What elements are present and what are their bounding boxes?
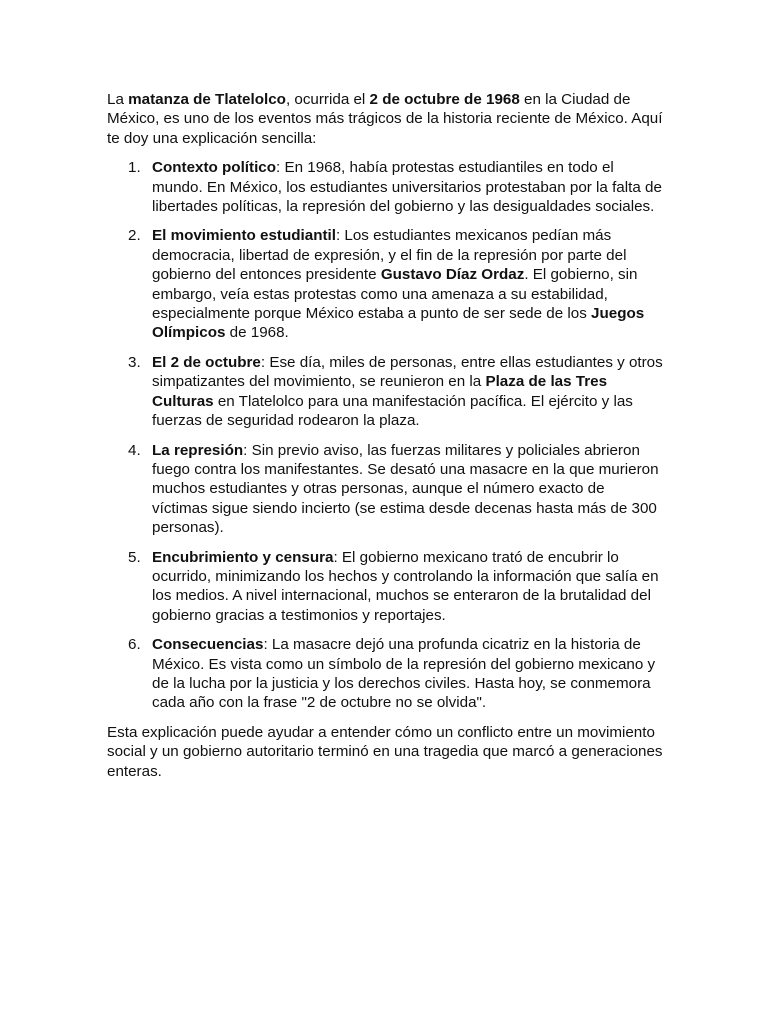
intro-bold-event: matanza de Tlatelolco	[128, 91, 286, 108]
intro-text-1: La	[107, 91, 129, 108]
intro-bold-date: 2 de octubre de 1968	[369, 91, 520, 108]
list-item-number: 2.	[128, 227, 141, 245]
list-item	[107, 635, 663, 713]
intro-text-2: , ocurrida el	[285, 91, 370, 108]
list-item-text: : En 1968, había protestas estudiantiles en todo el mundo. En México, los estudiantes universitarios protestaban por la falta de libertades políticas, la represión del gobierno y las desigualdades sociales.	[152, 159, 662, 216]
list-item	[107, 353, 663, 431]
list-item-title: Consecuencias	[152, 636, 264, 654]
list-item-text: : Los estudiantes mexicanos pedían más democracia, libertad de expresión, y el fin de la represión por parte del gobierno del entonces presidente	[152, 227, 627, 284]
document-page	[107, 90, 663, 781]
list-item-bold-olympics: Juegos Olímpicos	[152, 305, 645, 342]
list-item-title: Encubrimiento y censura	[152, 548, 334, 566]
list-item-text: en Tlatelolco para una manifestación pacífica. El ejército y las fuerzas de seguridad rodearon la plaza.	[152, 392, 633, 430]
list-item-text: : Sin previo aviso, las fuerzas militares y policiales abrieron fuego contra los manifestantes. Se desató una masacre en la que murieron muchos estudiantes y otras personas, aunque el número exacto de víctimas sigue siendo incierto (se estima desde decenas hasta más de 300 personas).	[152, 441, 659, 537]
list-item-text: : Ese día, miles de personas, entre ellas estudiantes y otros simpatizantes del movimiento, se reunieron en la	[152, 353, 663, 391]
numbered-list	[107, 158, 663, 713]
list-item	[107, 548, 663, 626]
conclusion-paragraph: Esta explicación puede ayudar a entender cómo un conflicto entre un movimiento social y un gobierno autoritario terminó en una tragedia que marcó a generaciones enteras.	[107, 723, 663, 780]
list-item	[107, 441, 663, 538]
list-item-title: Contexto político	[152, 159, 277, 177]
list-item-text: . El gobierno, sin embargo, veía estas protestas como una amenaza a su estabilidad, especialmente porque México estaba a punto de ser sede de los	[152, 266, 638, 323]
list-item-bold-president: Gustavo Díaz Ordaz	[380, 266, 525, 284]
list-item-bold-plaza: Plaza de las Tres Culturas	[152, 373, 608, 410]
list-item-number: 1.	[128, 159, 141, 177]
list-item-text: : La masacre dejó una profunda cicatriz en la historia de México. Es vista como un símbolo de la represión del gobierno mexicano y de la lucha por la justicia y los derechos civiles. Hasta hoy, se conmemora cada año con la frase "2 de octubre no se olvida".	[152, 636, 656, 712]
list-item-number: 4.	[128, 441, 141, 459]
intro-text-3: en la Ciudad de México, es uno de los eventos más trágicos de la historia reciente de México. Aquí te doy una explicación sencilla:	[107, 91, 663, 147]
list-item-title: La represión	[152, 441, 244, 459]
intro-paragraph	[107, 90, 663, 148]
list-item-number: 6.	[128, 636, 141, 654]
list-item-text: : El gobierno mexicano trató de encubrir lo ocurrido, minimizando los hechos y controlando la información que salía en los medios. A nivel internacional, muchos se enteraron de la brutalidad del gobierno gracias a testimonios y reportajes.	[152, 548, 659, 624]
list-item-number: 3.	[128, 353, 141, 371]
list-item-number: 5.	[128, 548, 141, 566]
list-item-text: de 1968.	[225, 324, 289, 342]
list-item-title: El 2 de octubre	[152, 353, 261, 371]
list-item	[107, 226, 663, 342]
list-item-title: El movimiento estudiantil	[152, 227, 336, 245]
list-item	[107, 158, 663, 216]
